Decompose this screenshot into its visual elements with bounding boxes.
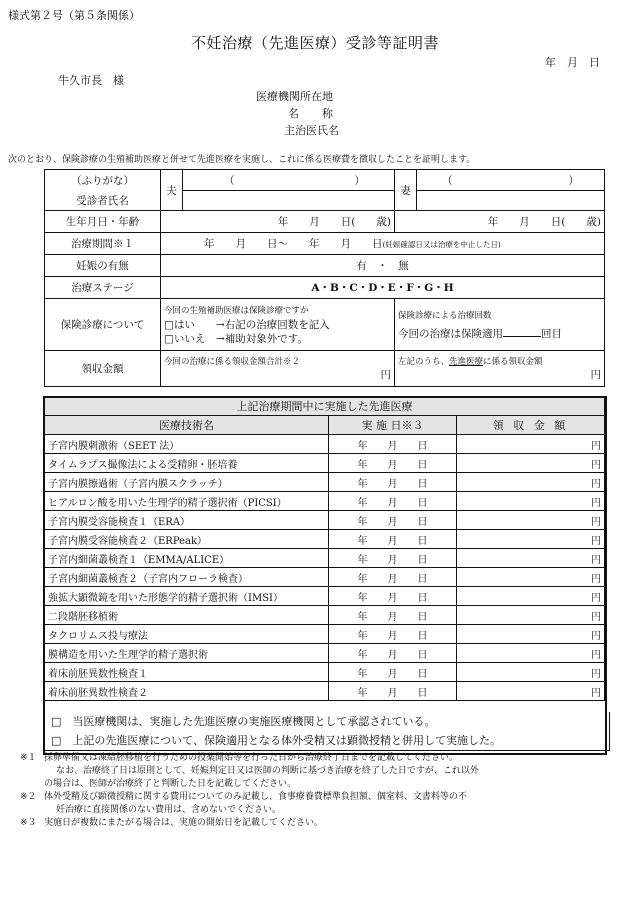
receipt-amount-field[interactable]: 円 [457,511,605,530]
implementation-date-field[interactable]: 年 月 日 [329,606,457,625]
advanced-care-row [45,549,605,568]
advanced-care-row [45,454,605,473]
name-label: 受診者氏名 [45,191,161,211]
implementation-date-field[interactable]: 年 月 日 [329,644,457,663]
insurance-yes-option[interactable]: □はい →右記の治療回数を記入 [164,318,330,331]
technique-name: 膜構造を用いた生理学的精子選択術 [45,644,329,663]
husband-label: 夫 [161,170,183,211]
note-1-sub-2: の場合は、医師が治療終了と判断した日を記載してください。 [44,779,297,789]
issuer-address-label: 医療機関所在地 [256,90,333,103]
footnotes [20,752,620,830]
column-header-date: 実 施 日※３ [329,416,457,435]
receipt-amount-field[interactable]: 円 [457,473,605,492]
receipt-amount-field[interactable]: 円 [457,435,605,454]
wife-label: 妻 [395,170,417,211]
husband-dob-field[interactable]: 年 月 日( 歳) [161,211,395,233]
implementation-date-field[interactable]: 年 月 日 [329,511,457,530]
wife-furigana-field[interactable]: （ ） [417,170,605,191]
technique-name: 子宮内細菌叢検査２（子宮内フローラ検査） [45,568,329,587]
receipt-amount-field[interactable]: 円 [457,549,605,568]
insurance-count-cell [395,299,605,351]
advanced-care-row [45,663,605,682]
advanced-care-table [44,396,605,701]
receipt-amount-field[interactable]: 円 [457,492,605,511]
intro-text: 次のとおり、保険診療の生殖補助医療と併せて先進医療を実施し、これに係る医療費を徴収したことを証明します。 [8,155,476,165]
advanced-care-row [45,644,605,663]
technique-name: 子宮内細菌叢検査１（EMMA/ALICE） [45,549,329,568]
advanced-care-row [45,625,605,644]
check-combined-treatment[interactable]: □ 上記の先進医療について、保険適用となる体外受精又は顕微授精と併用して実施した。 [51,734,501,747]
note-2-sub: 妊治療に直接関係のない費用は、含めないでください。 [56,805,282,815]
implementation-date-field[interactable]: 年 月 日 [329,549,457,568]
stage-field[interactable]: A・B・C・D・E・F・G・H [161,277,605,299]
insurance-question: 今回の生殖補助医療は保険診療ですか [164,305,309,316]
issue-date[interactable]: 年 月 日 [545,56,600,69]
insurance-count-label: 保険診療による治療回数 [398,310,492,321]
receipt-amount-field[interactable]: 円 [457,682,605,701]
receipt-amount-field[interactable]: 円 [457,625,605,644]
receipt-amount-field[interactable]: 円 [457,587,605,606]
note-1-sub-1: なお、治療終了日は原則として、妊娠判定日又は医師の判断に基づき治療を終了した日ですが、これ以外 [56,766,479,776]
period-note: (妊娠確認日又は治療を中止した日) [382,240,501,249]
advanced-care-row [45,606,605,625]
pregnancy-field[interactable]: 有 ・ 無 [161,255,605,277]
issuer-block [256,88,339,139]
receipt-amount-field[interactable]: 円 [457,663,605,682]
receipt-total-label: 今回の治療に係る領収金額合計※２ [164,357,301,367]
wife-dob-field[interactable]: 年 月 日( 歳) [395,211,605,233]
wife-name-field[interactable] [417,191,605,211]
implementation-date-field[interactable]: 年 月 日 [329,587,457,606]
technique-name: 子宮内膜受容能検査２（ERPeak） [45,530,329,549]
implementation-date-field[interactable]: 年 月 日 [329,492,457,511]
implementation-date-field[interactable]: 年 月 日 [329,473,457,492]
implementation-date-field[interactable]: 年 月 日 [329,454,457,473]
insurance-label: 保険診療について [45,299,161,351]
column-header-technique: 医療技術名 [45,416,329,435]
advanced-care-row [45,435,605,454]
issuer-name-label: 名 称 [288,107,339,120]
issuer-doctor-label: 主治医氏名 [284,124,339,137]
advanced-care-row [45,473,605,492]
addressee: 牛久市長 様 [58,74,124,87]
advanced-care-caption: 上記治療期間中に実施した先進医療 [45,397,605,416]
technique-name: ヒアルロン酸を用いた生理学的精子選択術（PICSI） [45,492,329,511]
insurance-question-cell [161,299,395,351]
check-approved-institution[interactable]: □ 当医療機関は、実施した先進医療の実施医療機関として承認されている。 [51,715,436,728]
note-1: ※１ 採卵準備又は凍結胚移植を行うための投薬開始等を行った日から治療終了日までを記載してください。 [20,753,459,763]
implementation-date-field[interactable]: 年 月 日 [329,625,457,644]
receipt-advanced-label: 左記のうち、先進医療に係る領収金額 [398,357,543,367]
patient-table [44,169,605,387]
pregnancy-label: 妊娠の有無 [45,255,161,277]
implementation-date-field[interactable]: 年 月 日 [329,530,457,549]
insurance-no-option[interactable]: □いいえ →補助対象外です。 [164,332,308,345]
insurance-count-field[interactable]: 今回の治療は保険適用 回目 [398,325,601,341]
implementation-date-field[interactable]: 年 月 日 [329,435,457,454]
technique-name: 二段階胚移植術 [45,606,329,625]
period-label: 治療期間※１ [45,233,161,255]
note-3: ※３ 実施日が複数にまたがる場合は、実施の開始日を記載してください。 [20,818,324,828]
receipt-amount-field[interactable]: 円 [457,530,605,549]
implementation-date-field[interactable]: 年 月 日 [329,663,457,682]
implementation-date-field[interactable]: 年 月 日 [329,568,457,587]
receipt-total-yen: 円 [380,369,391,381]
advanced-care-row [45,682,605,701]
form-number: 様式第２号（第５条関係） [8,9,140,22]
receipt-label: 領収金額 [45,351,161,387]
implementation-date-field[interactable]: 年 月 日 [329,682,457,701]
technique-name: 強拡大顕微鏡を用いた形態学的精子選択術（IMSI） [45,587,329,606]
receipt-total-cell[interactable] [161,351,395,387]
advanced-care-row [45,568,605,587]
technique-name: 着床前胚異数性検査２ [45,682,329,701]
furigana-label: （ふりがな） [45,170,161,191]
receipt-advanced-cell[interactable] [395,351,605,387]
advanced-care-row [45,511,605,530]
document-title: 不妊治療（先進医療）受診等証明書 [190,34,439,52]
husband-name-field[interactable] [183,191,395,211]
husband-furigana-field[interactable]: （ ） [183,170,395,191]
receipt-amount-field[interactable]: 円 [457,454,605,473]
technique-name: 子宮内膜受容能検査１（ERA） [45,511,329,530]
dob-label: 生年月日・年齢 [45,211,161,233]
technique-name: タイムラプス撮像法による受精卵・胚培養 [45,454,329,473]
advanced-care-row [45,530,605,549]
column-header-amount: 領 収 金 額 [457,416,605,435]
approval-checks [44,712,610,751]
receipt-amount-field[interactable]: 円 [457,606,605,625]
receipt-amount-field[interactable]: 円 [457,644,605,663]
technique-name: タクロリムス投与療法 [45,625,329,644]
period-field[interactable]: 年 月 日～ 年 月 日(妊娠確認日又は治療を中止した日) [161,233,605,255]
note-2: ※２ 体外受精及び顕微授精に関する費用についてのみ記載し、食事療養費標準負担額、個室料、文書料等の不 [20,792,467,802]
receipt-amount-field[interactable]: 円 [457,568,605,587]
technique-name: 子宮内膜刺激術（SEET 法） [45,435,329,454]
receipt-advanced-yen: 円 [590,369,601,381]
stage-label: 治療ステージ [45,277,161,299]
technique-name: 着床前胚異数性検査１ [45,663,329,682]
advanced-care-row [45,587,605,606]
technique-name: 子宮内膜擦過術（子宮内膜スクラッチ） [45,473,329,492]
advanced-care-row [45,492,605,511]
